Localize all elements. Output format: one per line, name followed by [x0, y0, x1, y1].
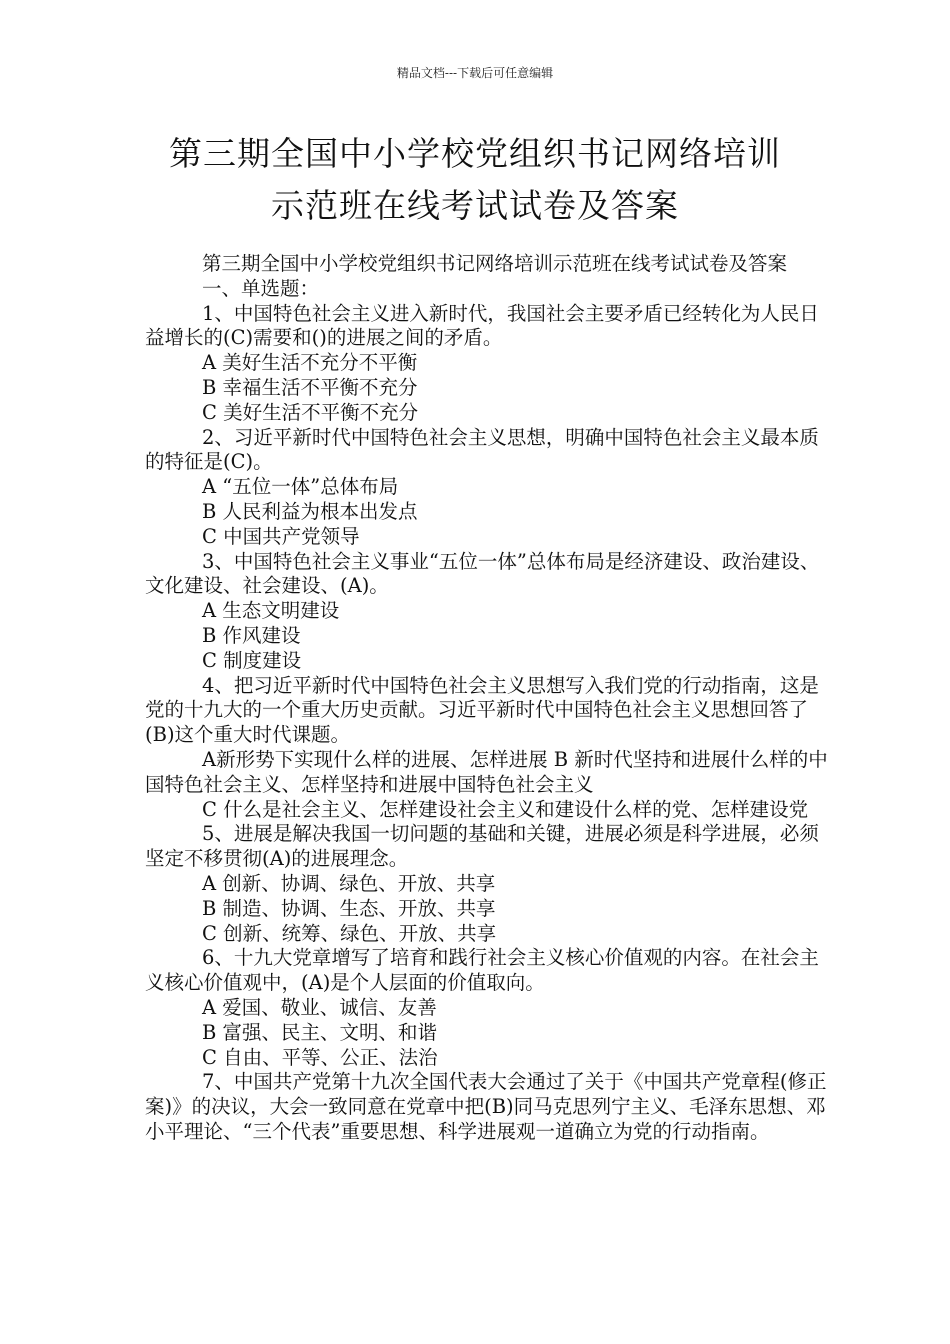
q3-option-a: A 生态文明建设: [202, 599, 340, 623]
q5-option-c: C 创新、统筹、绿色、开放、共享: [202, 921, 497, 945]
question-2: 2、习近平新时代中国特色社会主义思想，明确中国特色社会主义最本质的特征是(C)。: [145, 425, 819, 474]
title-line-1: 第三期全国中小学校党组织书记网络培训: [169, 134, 781, 173]
title-line-2: 示范班在线考试试卷及答案: [271, 186, 679, 225]
q3-option-b: B 作风建设: [202, 623, 301, 647]
q4-option-ab: A新形势下实现什么样的进展、怎样进展 B 新时代坚持和进展什么样的中国特色社会主义、怎样坚持和进展中国特色社会主义: [145, 747, 828, 796]
q2-option-b: B 人民利益为根本出发点: [202, 499, 418, 523]
q3-option-c: C 制度建设: [202, 648, 302, 672]
question-6: 6、十九大党章增写了培育和践行社会主义核心价值观的内容。在社会主义核心价值观中，(A)是个人层面的价值取向。: [145, 946, 819, 995]
question-4: 4、把习近平新时代中国特色社会主义思想写入我们党的行动指南，这是党的十九大的一个重大历史贡献。习近平新时代中国特色社会主义思想回答了(B)这个重大时代课题。: [145, 673, 819, 747]
q6-option-a: A 爱国、敬业、诚信、友善: [202, 995, 437, 1019]
document-title: [60, 128, 890, 232]
question-5: 5、进展是解决我国一切问题的基础和关键，进展必须是科学进展，必须坚定不移贯彻(A)的进展理念。: [145, 822, 819, 871]
q2-option-a: A “五位一体”总体布局: [202, 475, 399, 499]
question-1: 1、中国特色社会主义进入新时代，我国社会主要矛盾已经转化为人民日益增长的(C)需要和()的进展之间的矛盾。: [145, 301, 819, 350]
q6-option-c: C 自由、平等、公正、法治: [202, 1045, 438, 1069]
page-header: 精品文档---下载后可任意编辑: [396, 66, 554, 80]
q2-option-c: C 中国共产党领导: [202, 524, 360, 548]
q5-option-a: A 创新、协调、绿色、开放、共享: [202, 871, 496, 895]
section-heading: 一、单选题：: [202, 276, 320, 300]
document-body: [145, 252, 835, 1145]
question-7: 7、中国共产党第十九次全国代表大会通过了关于《中国共产党章程(修正案)》的决议，大会一致同意在党章中把(B)同马克思列宁主义、毛泽东思想、邓小平理论、“三个代表”重要思想、科学进展观一道确立为党的行动指南。: [145, 1070, 827, 1143]
q6-option-b: B 富强、民主、文明、和谐: [202, 1020, 438, 1044]
q5-option-b: B 制造、协调、生态、开放、共享: [202, 896, 496, 920]
q4-option-c: C 什么是社会主义、怎样建设社会主义和建设什么样的党、怎样建设党: [202, 797, 809, 821]
question-3: 3、中国特色社会主义事业“五位一体”总体布局是经济建设、政治建设、文化建设、社会建设、(A)。: [145, 549, 820, 598]
q1-option-a: A 美好生活不充分不平衡: [202, 351, 418, 375]
q1-option-b: B 幸福生活不平衡不充分: [202, 375, 418, 399]
q1-option-c: C 美好生活不平衡不充分: [202, 400, 419, 424]
intro-paragraph: 第三期全国中小学校党组织书记网络培训示范班在线考试试卷及答案: [202, 252, 788, 275]
